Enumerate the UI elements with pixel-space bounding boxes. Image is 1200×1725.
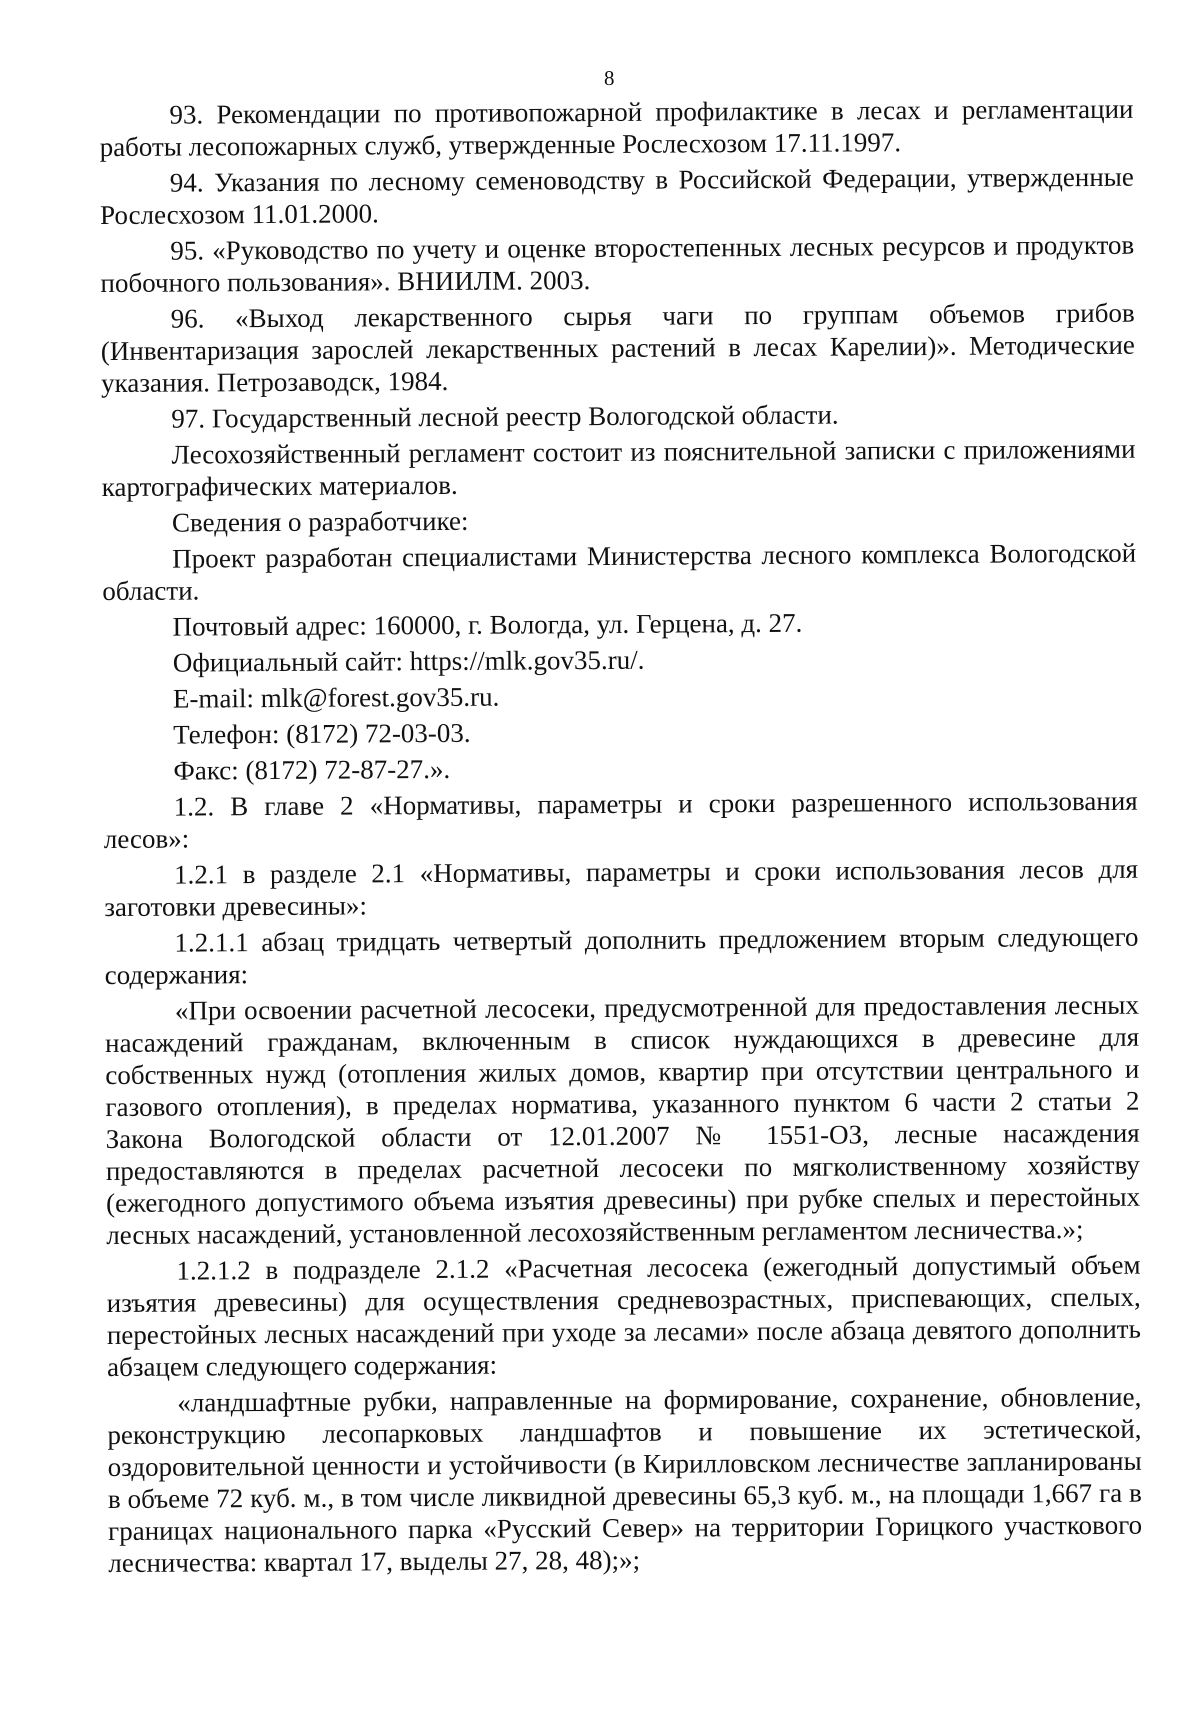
clause-1-2: 1.2. В главе 2 «Нормативы, параметры и сроки разрешенного использования лесов»: — [103, 785, 1138, 855]
reference-item-93: 93. Рекомендации по противопожарной профилактике в лесах и регламентации работы лесопожарных служб, утвержденные Рослесхозом 17.11.1997. — [99, 93, 1134, 163]
email-address: E-mail: mlk@forest.gov35.ru. — [172, 681, 500, 714]
document-body — [99, 93, 1142, 1579]
page-number: 8 — [603, 65, 615, 90]
developer-info-heading: Сведения о разработчике: — [171, 505, 469, 538]
phone-number: Телефон: (8172) 72-03-03. — [173, 717, 471, 750]
clause-1-2-1-2: 1.2.1.2 в подразделе 2.1.2 «Расчетная лесосека (ежегодный допустимый объем изъятия древесины) для осуществления средневозрастных, приспевающих, спелых, перестойных лесных насаждений при уходе за лесами» после абзаца девятого дополнить абзацем следующего содержания: — [106, 1249, 1141, 1383]
quoted-amendment-1: «При освоении расчетной лесосеки, предусмотренной для предоставления лесных насаждений гражданам, включенным в список нуждающихся в древесине для собственных нужд (отопления жилых домов, квартир при отсутствии центрального и газового отопления), в пределах норматива, указанного пунктом 6 части 2 статьи 2 Закона Вологодской области от 12.01.2007 № 1551-ОЗ, лесные насаждения предоставляются в пределах расчетной лесосеки по мягколиственному хозяйству (ежегодного допустимого объема изъятия древесины) при рубке спелых и перестойных лесных насаждений, установленной лесохозяйственным регламентом лесничества.»; — [105, 989, 1141, 1251]
developer-info-paragraph: Проект разработан специалистами Министерства лесного комплекса Вологодской области. — [102, 537, 1137, 607]
regulation-composition-paragraph: Лесохозяйственный регламент состоит из пояснительной записки с приложениями картографических материалов. — [101, 433, 1136, 503]
clause-1-2-1: 1.2.1 в разделе 2.1 «Нормативы, параметры и сроки использования лесов для заготовки древесины»: — [104, 853, 1139, 923]
fax-number: Факс: (8172) 72-87-27.». — [173, 753, 451, 786]
reference-item-94: 94. Указания по лесному семеноводству в Российской Федерации, утвержденные Рослесхозом 11.01.2000. — [99, 161, 1134, 231]
clause-1-2-1-1: 1.2.1.1 абзац тридцать четвертый дополнить предложением вторым следующего содержания: — [104, 921, 1139, 991]
reference-item-97: 97. Государственный лесной реестр Вологодской области. — [171, 399, 839, 434]
quoted-amendment-2: «ландшафтные рубки, направленные на формирование, сохранение, обновление, реконструкцию лесопарковых ландшафтов и повышение их эстетической, оздоровительной ценности и устойчивости (в Кирилловском лесничестве запланированы в объеме 72 куб. м., в том числе ликвидной древесины 65,3 куб. м., на площади 1,667 га в границах национального парка «Русский Север» на территории Горицкого участкового лесничества: квартал 17, выделы 27, 28, 48);»; — [107, 1381, 1143, 1579]
reference-item-96: 96. «Выход лекарственного сырья чаги по группам объемов грибов (Инвентаризация зарослей лекарственных растений в лесах Карелии)». Методические указания. Петрозаводск, 1984. — [100, 297, 1135, 399]
official-website: Официальный сайт: https://mlk.gov35.ru/. — [172, 644, 645, 678]
postal-address: Почтовый адрес: 160000, г. Вологда, ул. Герцена, д. 27. — [172, 607, 803, 642]
reference-item-95: 95. «Руководство по учету и оценке второстепенных лесных ресурсов и продуктов побочного пользования». ВНИИЛМ. 2003. — [100, 229, 1135, 299]
